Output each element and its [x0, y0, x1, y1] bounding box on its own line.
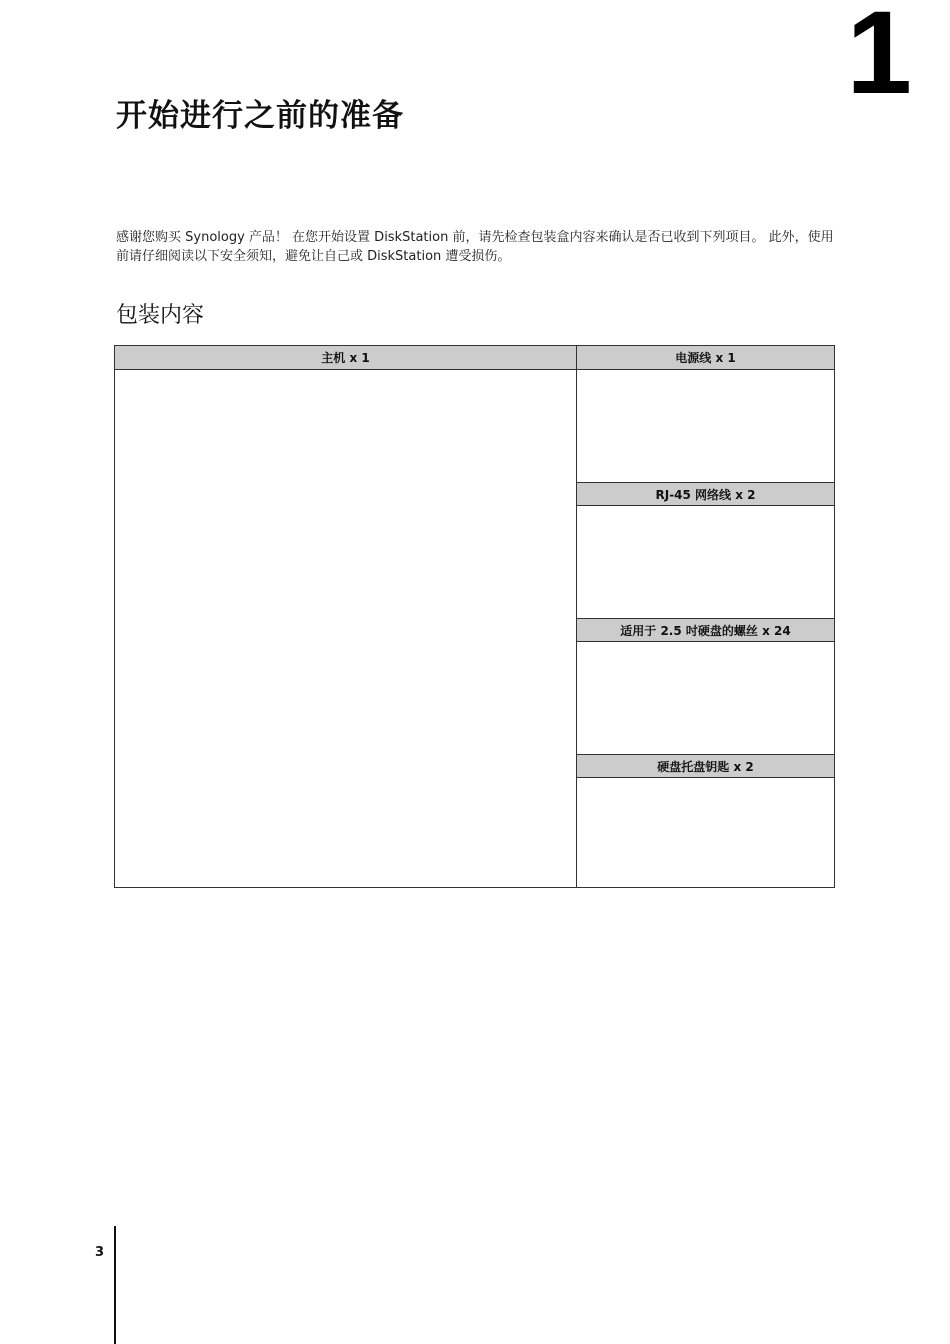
- page-number: 3: [95, 1245, 105, 1260]
- accessory-column: [577, 346, 834, 887]
- network-cable-image-area: [577, 506, 834, 617]
- network-cable-label: RJ-45 网络线 x 2: [577, 482, 834, 506]
- screws-image-area: [577, 642, 834, 753]
- package-contents-table: [114, 345, 835, 888]
- intro-paragraph: 感谢您购买 Synology 产品！ 在您开始设置 DiskStation 前，请先检查包装盒内容来确认是否已收到下列项目。 此外，使用前请仔细阅读以下安全须知，避免让自己或 DiskStation 遭受损伤。: [116, 230, 834, 264]
- footer-rule: [114, 1226, 116, 1344]
- accessory-cell-power-cord: [577, 346, 834, 482]
- power-cord-image-area: [577, 370, 834, 481]
- screws-label: 适用于 2.5 吋硬盘的螺丝 x 24: [577, 618, 834, 642]
- main-unit-label: 主机 x 1: [115, 346, 576, 370]
- main-unit-cell: [115, 346, 577, 887]
- chapter-number: 1: [846, 0, 912, 119]
- accessory-cell-screws: [577, 618, 834, 754]
- chapter-title: 开始进行之前的准备: [116, 98, 404, 134]
- accessory-cell-tray-key: [577, 754, 834, 890]
- package-contents-heading: 包装内容: [116, 303, 205, 328]
- tray-key-label: 硬盘托盘钥匙 x 2: [577, 754, 834, 778]
- tray-key-image-area: [577, 778, 834, 889]
- accessory-cell-network-cable: [577, 482, 834, 618]
- power-cord-label: 电源线 x 1: [577, 346, 834, 370]
